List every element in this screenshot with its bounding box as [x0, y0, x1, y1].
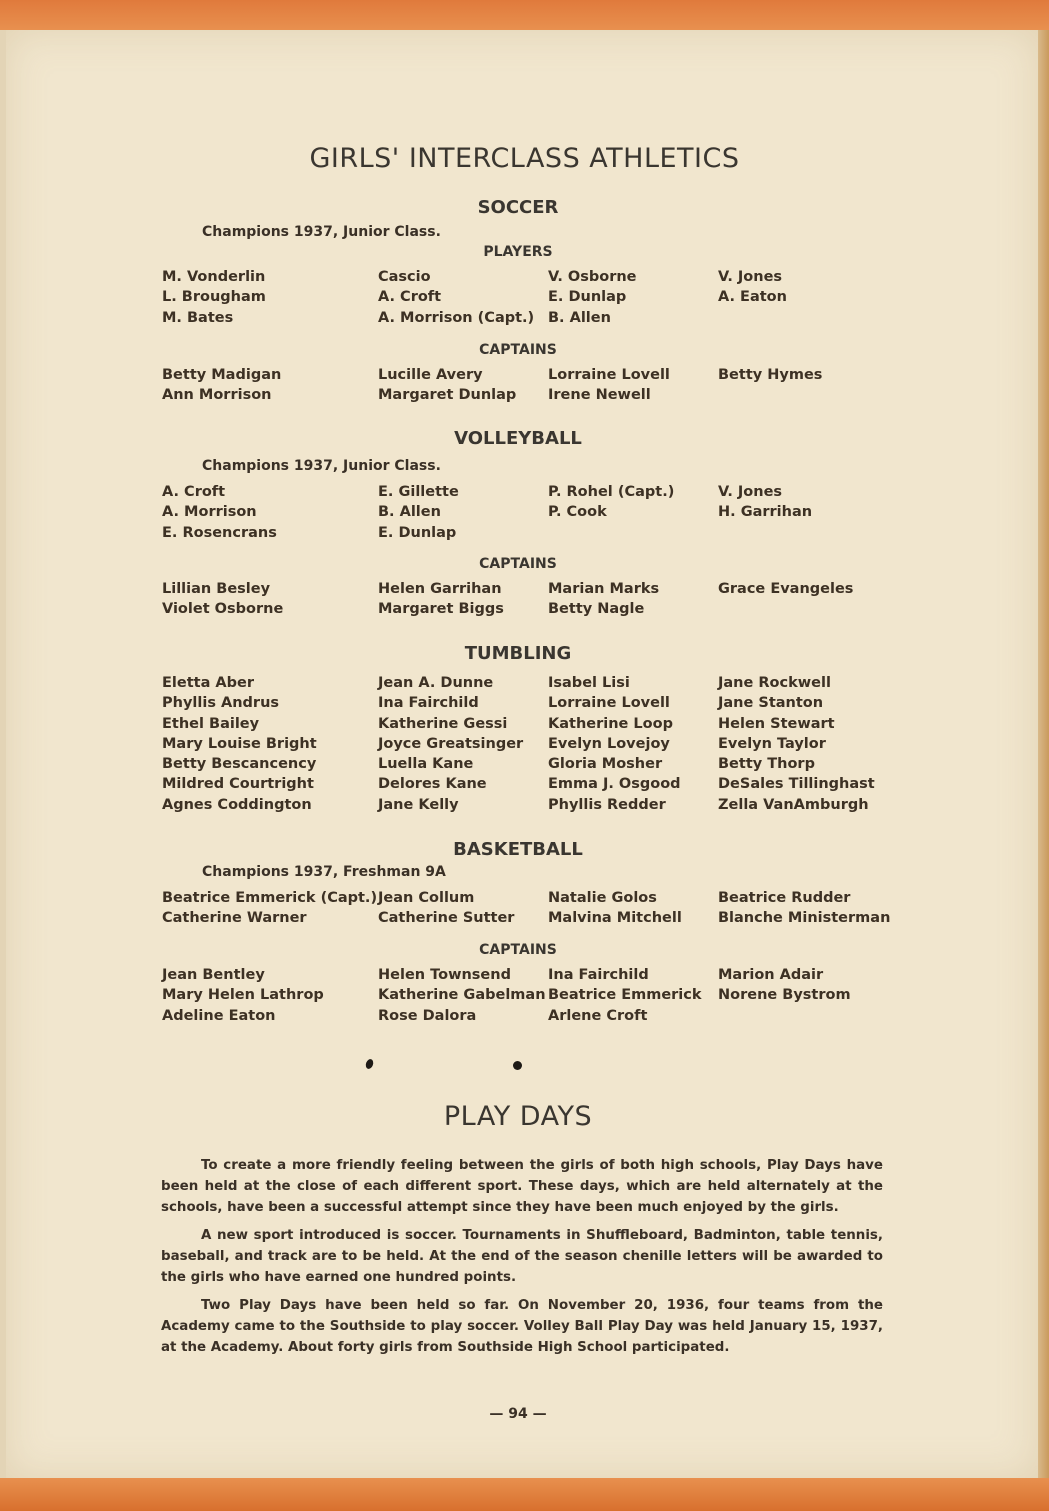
player-name: L. Brougham — [162, 289, 266, 306]
volleyball-players-col-3 — [548, 482, 674, 523]
player-name: Beatrice Emmerick (Capt.) — [162, 890, 378, 906]
soccer-captains-heading: CAPTAINS — [479, 342, 557, 358]
volleyball-players-col-2 — [378, 482, 459, 543]
basketball-players-col-4 — [718, 888, 890, 929]
captain-name: Katherine Gabelman — [378, 987, 546, 1004]
basketball-captains-col-3 — [548, 965, 702, 1026]
paragraph: To create a more friendly feeling between the girls of both high schools, Play Days have been held at the close of each different sport. These days, which are held alternately at the schools, have been a successful attempt since they have been much enjoyed by the girls. — [161, 1158, 883, 1215]
member-name: Gloria Mosher — [548, 756, 663, 773]
soccer-players-col-2 — [378, 267, 534, 328]
soccer-captains-col-1 — [162, 365, 281, 406]
basketball-captains-col-4 — [718, 965, 851, 1006]
member-name: DeSales Tillinghast — [718, 776, 875, 793]
captain-name: Lillian Besley — [162, 581, 271, 597]
captain-name: Betty Hymes — [718, 367, 823, 383]
member-name: Ethel Bailey — [162, 715, 260, 732]
player-name: V. Jones — [718, 269, 783, 285]
member-name: Helen Stewart — [718, 715, 835, 732]
basketball-captains-col-2 — [378, 965, 546, 1026]
member-name: Jane Stanton — [718, 695, 824, 712]
basketball-captains-heading: CAPTAINS — [479, 942, 557, 958]
captain-name: Betty Nagle — [548, 601, 645, 618]
volleyball-captains-heading: CAPTAINS — [479, 556, 557, 572]
player-name: Jean Collum — [378, 890, 475, 906]
player-name: Blanche Ministerman — [718, 910, 891, 927]
basketball-players-col-2 — [378, 888, 514, 929]
member-name: Jane Kelly — [378, 796, 459, 813]
player-name: A. Croft — [378, 289, 442, 306]
player-name: V. Jones — [718, 484, 783, 500]
soccer-champions: Champions 1937, Junior Class. — [202, 224, 441, 240]
member-name: Phyllis Andrus — [162, 695, 280, 712]
player-name: A. Morrison — [162, 504, 257, 521]
player-name: Natalie Golos — [548, 890, 657, 906]
captain-name: Lorraine Lovell — [548, 367, 670, 383]
player-name: B. Allen — [548, 309, 611, 326]
player-name: H. Garrihan — [718, 504, 813, 521]
player-name: E. Dunlap — [378, 524, 457, 541]
ornament-bullet — [513, 1061, 522, 1070]
soccer-players-col-4 — [718, 267, 787, 308]
paragraph: A new sport introduced is soccer. Tournaments in Shuffleboard, Badminton, table tennis, baseball, and track are to be held. At the end of the season chenille letters will be awarded to the girls who have earned one hundred points. — [161, 1228, 883, 1285]
soccer-players-heading: PLAYERS — [483, 244, 553, 260]
captain-name: Mary Helen Lathrop — [162, 987, 324, 1004]
player-name: A. Eaton — [718, 289, 787, 306]
basketball-players-col-1 — [162, 888, 377, 929]
player-name: Cascio — [378, 269, 431, 285]
member-name: Mildred Courtright — [162, 776, 314, 793]
member-name: Betty Thorp — [718, 756, 815, 773]
tumbling-heading: TUMBLING — [464, 643, 572, 664]
captain-name: Helen Garrihan — [378, 581, 502, 597]
captain-name: Beatrice Emmerick — [548, 987, 702, 1004]
player-name: E. Rosencrans — [162, 524, 277, 541]
captain-name: Betty Madigan — [162, 367, 282, 383]
player-name: Catherine Warner — [162, 910, 307, 927]
player-name: Beatrice Rudder — [718, 890, 851, 906]
play-days-text — [161, 1155, 883, 1365]
player-name: P. Cook — [548, 504, 607, 521]
member-name: Isabel Lisi — [548, 675, 630, 691]
member-name: Delores Kane — [378, 776, 487, 793]
volleyball-captains-col-4 — [718, 579, 853, 599]
captain-name: Lucille Avery — [378, 367, 483, 383]
member-name: Ina Fairchild — [378, 695, 479, 712]
captain-name: Grace Evangeles — [718, 581, 854, 597]
captain-name: Violet Osborne — [162, 601, 284, 618]
tumbling-col-2 — [378, 673, 523, 815]
soccer-captains-col-4 — [718, 365, 822, 385]
captain-name: Margaret Biggs — [378, 601, 504, 618]
member-name: Katherine Gessi — [378, 715, 508, 732]
member-name: Jane Rockwell — [718, 675, 831, 691]
soccer-players-col-1 — [162, 267, 266, 328]
page-number: — 94 — — [489, 1406, 547, 1422]
member-name: Evelyn Lovejoy — [548, 735, 670, 752]
member-name: Jean A. Dunne — [378, 675, 494, 691]
player-name: A. Croft — [162, 484, 226, 500]
member-name: Eletta Aber — [162, 675, 254, 691]
member-name: Zella VanAmburgh — [718, 796, 869, 813]
captain-name: Helen Townsend — [378, 967, 511, 983]
basketball-heading: BASKETBALL — [453, 839, 583, 860]
volleyball-champions: Champions 1937, Junior Class. — [202, 458, 441, 474]
member-name: Evelyn Taylor — [718, 735, 826, 752]
player-name: A. Morrison (Capt.) — [378, 309, 535, 326]
basketball-captains-col-1 — [162, 965, 324, 1026]
ornament-bullet — [365, 1058, 375, 1070]
captain-name: Marion Adair — [718, 967, 824, 983]
player-name: M. Bates — [162, 309, 234, 326]
basketball-champions: Champions 1937, Freshman 9A — [202, 864, 446, 880]
captain-name: Ann Morrison — [162, 387, 272, 404]
player-name: V. Osborne — [548, 269, 637, 285]
player-name: Catherine Sutter — [378, 910, 515, 927]
paragraph: Two Play Days have been held so far. On November 20, 1936, four teams from the Academy came to the Southside to play soccer. Volley Ball Play Day was held January 15, 1937, at the Academy. About forty girls from Southside High School participated. — [161, 1298, 883, 1355]
captain-name: Adeline Eaton — [162, 1007, 276, 1024]
soccer-players-col-3 — [548, 267, 637, 328]
soccer-captains-col-3 — [548, 365, 670, 406]
volleyball-heading: VOLLEYBALL — [454, 428, 582, 449]
member-name: Katherine Loop — [548, 715, 673, 732]
player-name: E. Dunlap — [548, 289, 627, 306]
captain-name: Jean Bentley — [162, 967, 265, 983]
tumbling-col-4 — [718, 673, 875, 815]
player-name: Malvina Mitchell — [548, 910, 682, 927]
basketball-players-col-3 — [548, 888, 682, 929]
tumbling-col-3 — [548, 673, 681, 815]
volleyball-captains-col-1 — [162, 579, 283, 620]
tumbling-col-1 — [162, 673, 317, 815]
member-name: Agnes Coddington — [162, 796, 312, 813]
captain-name: Ina Fairchild — [548, 967, 649, 983]
captain-name: Rose Dalora — [378, 1007, 477, 1024]
volleyball-players-col-1 — [162, 482, 277, 543]
captain-name: Margaret Dunlap — [378, 387, 517, 404]
member-name: Mary Louise Bright — [162, 735, 317, 752]
player-name: P. Rohel (Capt.) — [548, 484, 675, 500]
volleyball-players-col-4 — [718, 482, 812, 523]
member-name: Lorraine Lovell — [548, 695, 670, 712]
captain-name: Irene Newell — [548, 387, 651, 404]
member-name: Phyllis Redder — [548, 796, 666, 813]
volleyball-captains-col-3 — [548, 579, 659, 620]
player-name: M. Vonderlin — [162, 269, 266, 285]
member-name: Emma J. Osgood — [548, 776, 681, 793]
page-title: GIRLS' INTERCLASS ATHLETICS — [309, 143, 740, 174]
player-name: B. Allen — [378, 504, 441, 521]
member-name: Joyce Greatsinger — [378, 735, 524, 752]
captain-name: Marian Marks — [548, 581, 660, 597]
member-name: Betty Bescancency — [162, 756, 317, 773]
soccer-heading: SOCCER — [477, 197, 559, 218]
member-name: Luella Kane — [378, 756, 474, 773]
volleyball-captains-col-2 — [378, 579, 504, 620]
player-name: E. Gillette — [378, 484, 459, 500]
captain-name: Arlene Croft — [548, 1007, 648, 1024]
captain-name: Norene Bystrom — [718, 987, 851, 1004]
soccer-captains-col-2 — [378, 365, 516, 406]
play-days-heading: PLAY DAYS — [443, 1101, 593, 1132]
